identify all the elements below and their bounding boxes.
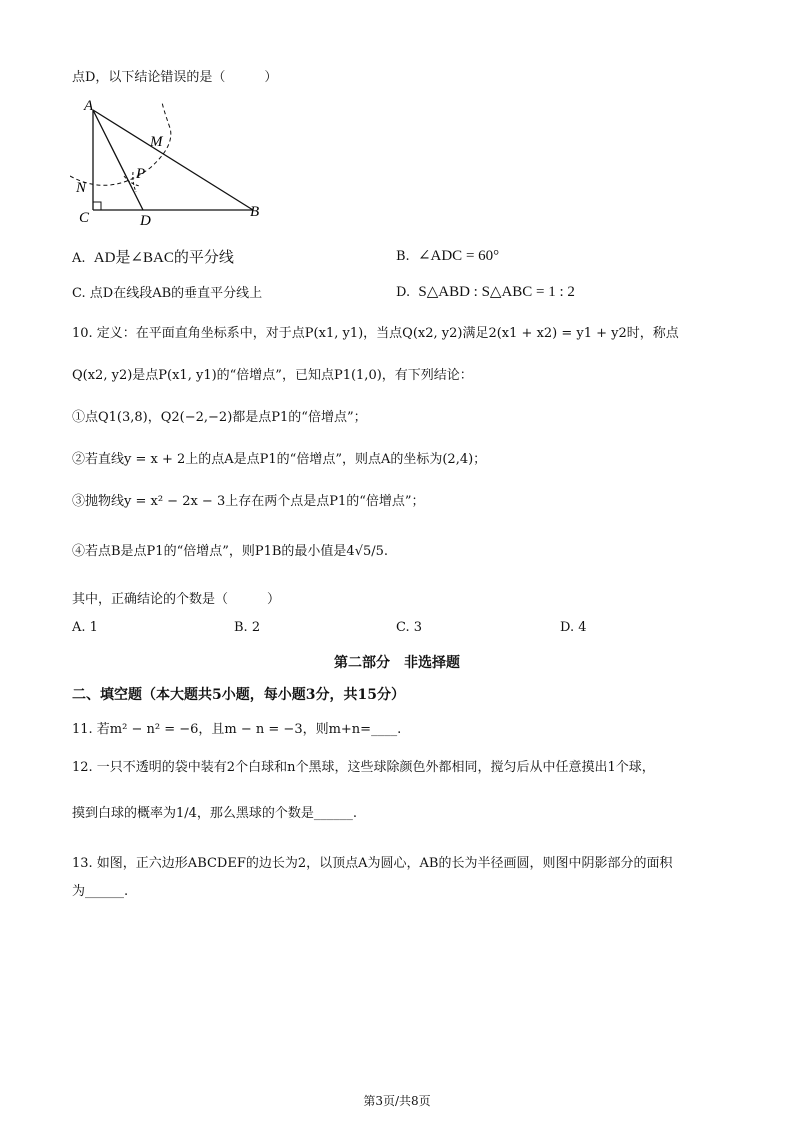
- page-footer: 第3页/共8页: [363, 1094, 431, 1108]
- q10-option-b: B. 2: [234, 620, 261, 635]
- label-d: D: [140, 213, 151, 228]
- label-c: C: [79, 210, 90, 226]
- q10-option-c: C. 3: [396, 620, 423, 635]
- label-n: N: [76, 180, 87, 196]
- q10-option-a: A. 1: [72, 620, 98, 635]
- label-m: M: [150, 134, 163, 150]
- q9-intro: 点D，以下结论错误的是（ ）: [72, 70, 278, 85]
- label-b: B: [250, 204, 260, 220]
- label-a: A: [84, 98, 94, 114]
- q11: 11. 若m² − n² = −6，且m − n = −3，则m+n=____.: [72, 722, 402, 737]
- segment-ab: [93, 110, 253, 210]
- q13-line2: 为______.: [72, 884, 129, 899]
- part2-title: 第二部分 非选择题: [334, 655, 460, 671]
- right-angle-mark: [93, 202, 101, 210]
- label-p: P: [136, 166, 146, 182]
- q10-question: 其中，正确结论的个数是（ ）: [72, 592, 281, 607]
- q10-statement-2: ②若直线y = x + 2上的点A是点P1的“倍增点”，则点A的坐标为(2,4)；: [72, 452, 487, 467]
- q9-triangle-figure: [70, 98, 280, 228]
- q9-option-c: C. 点D在线段AB的垂直平分线上: [72, 286, 263, 301]
- q9-option-a: A. AD是∠BAC的平分线: [72, 250, 234, 266]
- q12-line2: 摸到白球的概率为1/4，那么黑球的个数是______.: [72, 806, 358, 821]
- q9-option-b: B. ∠ADC = 60°: [396, 248, 500, 264]
- q13-line1: 13. 如图，正六边形ABCDEF的边长为2，以顶点A为圆心，AB的长为半径画圆，则图中阴影部分的面积: [72, 856, 673, 871]
- q10-line1: 10. 定义：在平面直角坐标系中，对于点P(x1, y1)，当点Q(x2, y2)满足2(x1 + x2) = y1 + y2时，称点: [72, 326, 679, 341]
- q9-option-d: D. S△ABD : S△ABC = 1 : 2: [396, 284, 575, 300]
- section2-title: 二、填空题（本大题共5小题，每小题3分，共15分）: [72, 687, 405, 703]
- q10-statement-1: ①点Q1(3,8)，Q2(−2,−2)都是点P1的“倍增点”；: [72, 410, 367, 425]
- q10-line2: Q(x2, y2)是点P(x1, y1)的“倍增点”，已知点P1(1,0)，有下列结论：: [72, 368, 473, 383]
- q10-statement-3: ③抛物线y = x² − 2x − 3上存在两个点是点P1的“倍增点”；: [72, 494, 425, 509]
- q10-option-d: D. 4: [560, 620, 587, 635]
- q12-line1: 12. 一只不透明的袋中装有2个白球和n个黑球，这些球除颜色外都相同，搅匀后从中任意摸出1个球，: [72, 760, 655, 775]
- q10-statement-4: ④若点B是点P1的“倍增点”，则P1B的最小值是4√5/5.: [72, 544, 389, 559]
